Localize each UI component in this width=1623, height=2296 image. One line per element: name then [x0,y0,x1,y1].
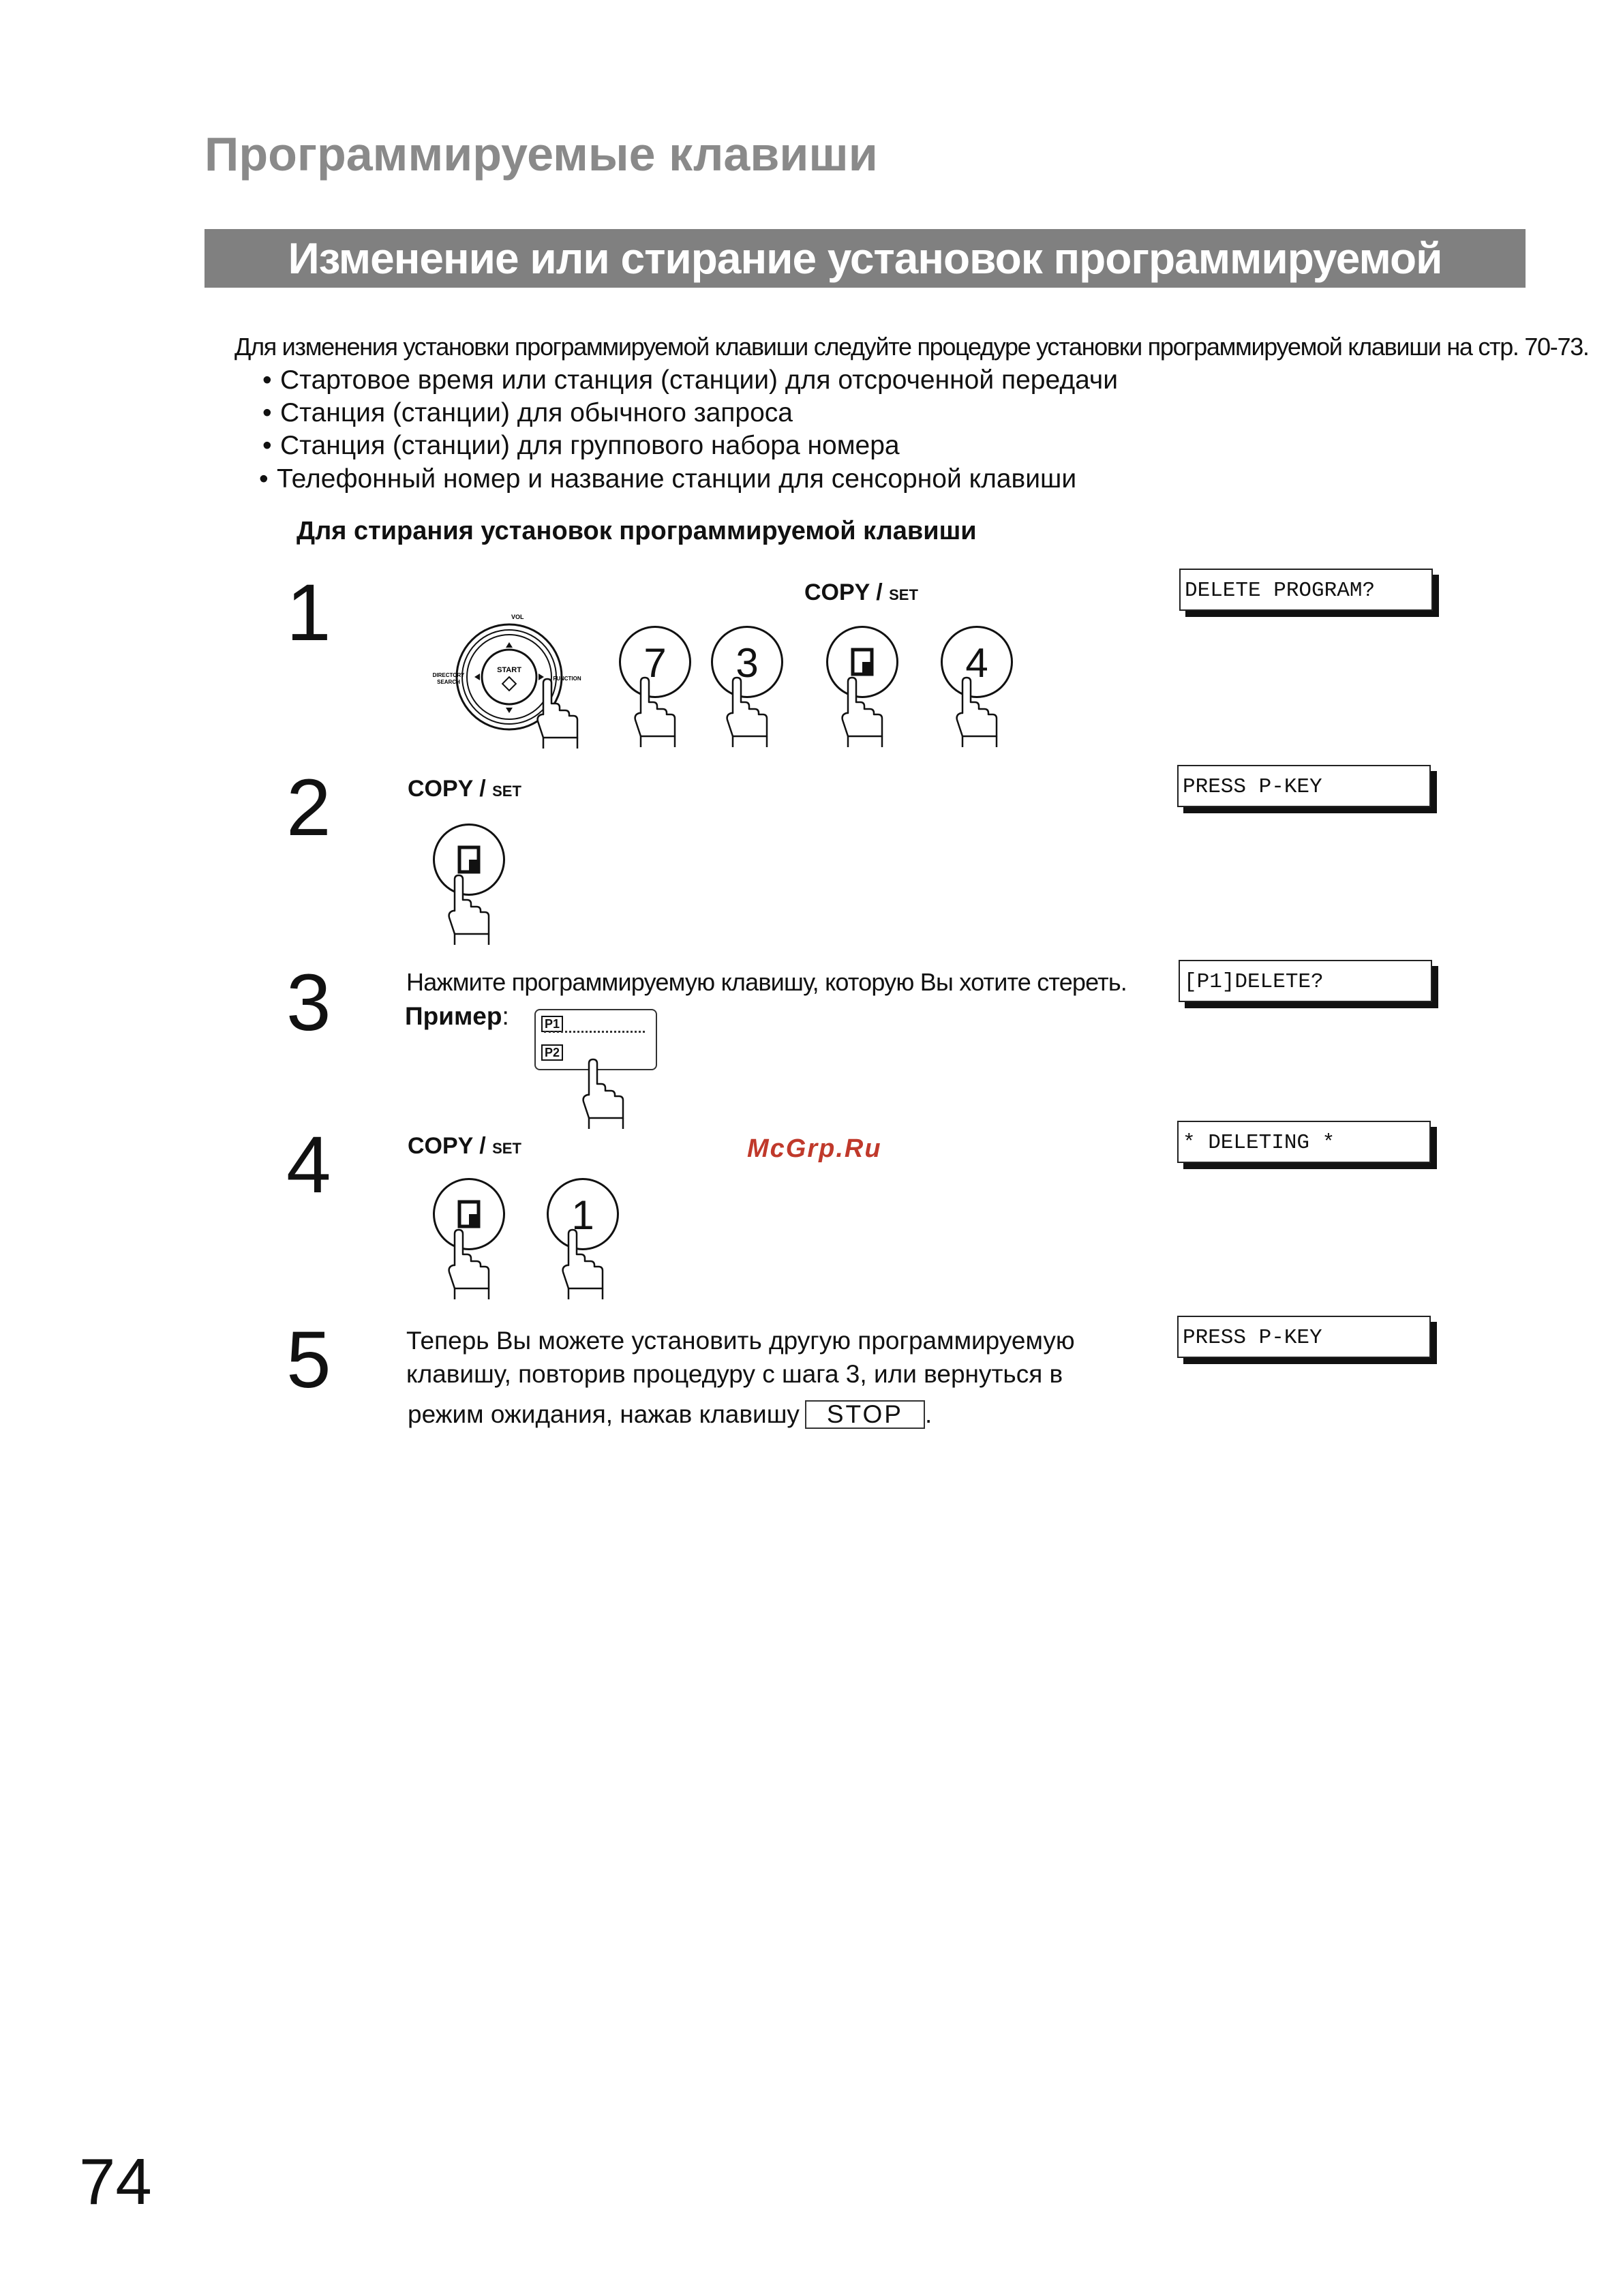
hand-icon [560,1234,615,1302]
key-1-button[interactable]: 1 [547,1178,619,1250]
hand-icon [840,682,894,750]
step-5-text-line-1: Теперь Вы можете установить другую программируемую [406,1327,1075,1355]
lcd-display-step-3: [P1]DELETE? [1179,960,1432,1002]
banner [204,229,1526,333]
step-number-4: 4 [286,1120,331,1210]
bullet-item: • Телефонный номер и название станции для сенсорной клавиши [259,464,1077,494]
directory-label: DIRECTORY [432,672,465,678]
lcd-display-step-1: DELETE PROGRAM? [1179,569,1433,611]
watermark: McGrp.Ru [747,1134,882,1163]
page-number: 74 [79,2145,152,2218]
step-number-2: 2 [286,763,331,853]
lcd-display-step-4: * DELETING * [1177,1121,1431,1163]
example-label: Пример: [405,1002,509,1030]
section-title: Программируемые клавиши [204,127,878,181]
copy-set-label: COPY / SET [408,776,521,802]
copy-set-label: COPY / SET [804,579,918,605]
banner-title: Изменение или стирание установок программируемой клавиши [288,234,1442,333]
vol-label: VOL [511,614,524,620]
start-label: START [497,666,521,674]
hand-icon [581,1063,635,1132]
p2-key[interactable]: P2 [541,1044,563,1061]
copy-set-label: COPY / SET [408,1133,521,1159]
step-5-text-line-3: режим ожидания, нажав клавишу STOP . [408,1400,932,1428]
lcd-display-step-2: PRESS P-KEY [1177,765,1431,807]
bullet-item: • Станция (станции) для обычного запроса [262,398,793,427]
key-4-button[interactable]: 4 [941,626,1013,698]
search-label: SEARCH [437,679,460,685]
hand-icon [446,1234,501,1302]
subheading: Для стирания установок программируемой клавиши [297,517,977,545]
step-number-1: 1 [286,568,331,658]
hand-icon [446,879,501,948]
p1-key[interactable]: P1 [541,1016,563,1032]
hand-icon [633,682,687,750]
lcd-display-step-5: PRESS P-KEY [1177,1316,1431,1358]
key-3-button[interactable]: 3 [711,626,783,698]
bullet-item: • Станция (станции) для группового набора номера [262,431,900,460]
step-3-text: Нажмите программируемую клавишу, которую Вы хотите стереть. [406,968,1127,996]
navigation-dial[interactable] [409,607,586,736]
intro-text: Для изменения установки программируемой клавиши следуйте процедуре установки программируемой клавиши на стр. 70-73. [234,333,1589,361]
hand-icon [954,682,1009,750]
step-5-text-line-2: клавишу, повторив процедуру с шага 3, или вернуться в [406,1360,1063,1388]
step-number-3: 3 [286,958,331,1048]
bullet-item: • Стартовое время или станция (станции) для отсроченной передачи [262,365,1119,395]
function-label: FUNCTION [553,676,581,682]
hand-icon [725,682,779,750]
step-number-5: 5 [286,1315,331,1405]
key-7-button[interactable]: 7 [619,626,691,698]
stop-key[interactable]: STOP [805,1400,925,1429]
